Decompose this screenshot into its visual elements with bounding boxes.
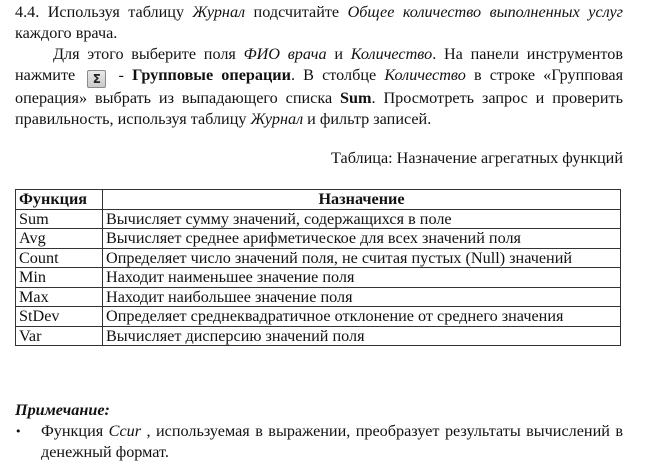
task-number: 4.4. — [15, 3, 40, 21]
function-name: Var — [16, 326, 103, 346]
function-name: Min — [16, 268, 103, 288]
table-name-journal-2: Журнал — [250, 110, 304, 128]
header-purpose: Назначение — [103, 190, 621, 210]
bullet-icon: • — [15, 425, 22, 438]
table-row — [16, 307, 621, 327]
table-name-journal: Журнал — [192, 3, 246, 21]
function-description: Находит наибольшее значение поля — [103, 287, 621, 307]
table-caption: Таблица: Назначение агрегатных функций — [331, 149, 623, 167]
field-fio: ФИО врача — [243, 45, 327, 63]
function-description: Определяет число значений поля, не считая пустых (Null) значений — [103, 248, 621, 268]
note-text: Функция Ccur , используемая в выражении, преобразует результаты вычислений в денежный формат. — [41, 422, 624, 461]
table-header-row — [16, 190, 621, 210]
field-quantity: Количество — [350, 45, 433, 63]
ccur-function: Ccur — [108, 422, 142, 440]
column-quantity: Количество — [384, 66, 466, 84]
instructions-paragraph: Для этого выберите поля ФИО врача и Количество. На панели инструментов нажмите Σ - Групповые операции. В столбце Количество в строке «Групповая операция» выбрать из выпадающего списка Sum. Просмотреть запрос и проверить правильность, используя таблицу Журнал и фильтр записей. — [15, 45, 624, 128]
function-name: Sum — [16, 209, 103, 229]
function-description: Определяет среднеквадратичное отклонение от среднего значения — [103, 307, 621, 327]
table-row — [16, 209, 621, 229]
total-services-label: Общее количество выполненных услуг — [347, 3, 623, 21]
note-list-item — [15, 421, 623, 463]
function-name: Count — [16, 248, 103, 268]
task-paragraph: 4.4. Используя таблицу Журнал подсчитайте Общее количество выполненных услуг каждого врача. — [15, 3, 623, 42]
sigma-icon: Σ — [87, 70, 106, 88]
note-title: Примечание: — [15, 401, 110, 419]
table-row — [16, 326, 621, 346]
function-description: Вычисляет дисперсию значений поля — [103, 326, 621, 346]
header-function: Функция — [16, 190, 103, 210]
sum-option: Sum — [340, 89, 372, 107]
aggregate-functions-table — [15, 189, 621, 346]
group-operations-label: Групповые операции — [132, 66, 291, 84]
function-description: Вычисляет сумму значений, содержащихся в поле — [103, 209, 621, 229]
function-name: Avg — [16, 229, 103, 249]
table-row — [16, 268, 621, 288]
table-row — [16, 229, 621, 249]
table-row — [16, 248, 621, 268]
function-description: Вычисляет среднее арифметическое для всех значений поля — [103, 229, 621, 249]
function-description: Находит наименьшее значение поля — [103, 268, 621, 288]
function-name: StDev — [16, 307, 103, 327]
table-row — [16, 287, 621, 307]
function-name: Max — [16, 287, 103, 307]
